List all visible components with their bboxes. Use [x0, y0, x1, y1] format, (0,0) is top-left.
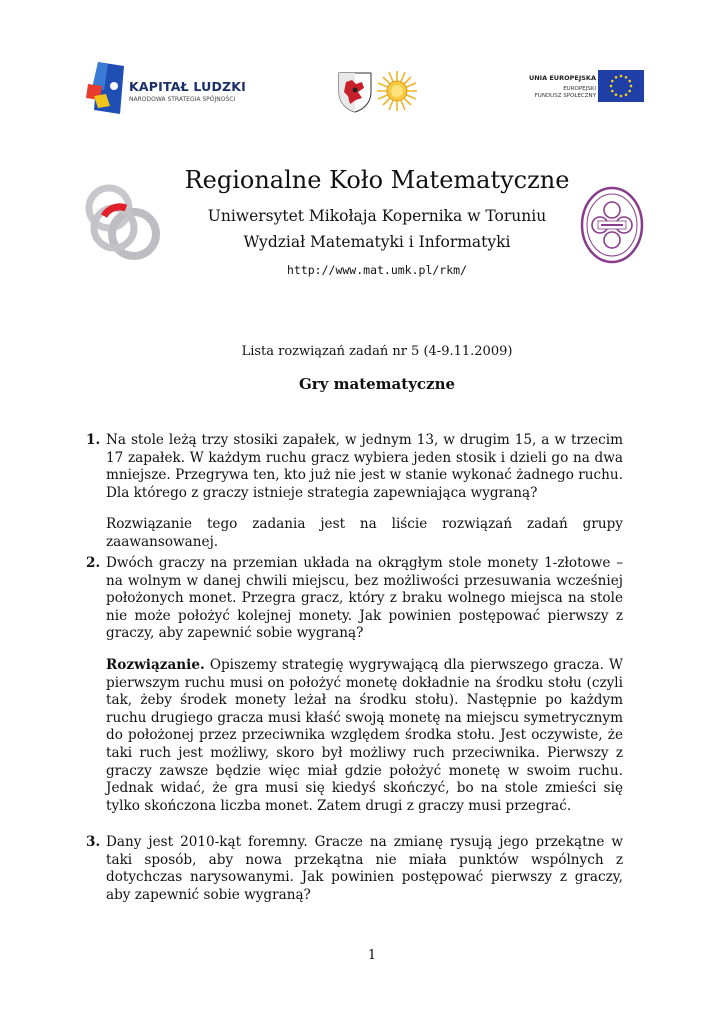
solution-text: Opiszemy strategię wygrywającą dla pierwszego gracza. W pierwszym ruchu musi on położyć monetę dokładnie na środku stołu (czyli tak, żeby środek monety leżał na środku stołu). Następnie po każdym ruchu drugiego gracza musi kłaść swoją monetę na miejscu symetrycznym do położonej przez przeciwnika względem środka stołu. Jest oczywiste, że taki ruch jest możliwy, skoro był możliwy ruch przeciwnika. Pierwszy z graczy zawsze będzie więc miał gdzie położyć monetę w swoim ruchu. Jednak widać, że gra musi się kiedyś skończyć, bo na stole zmieści się tylko skończona liczba monet. Zatem drugi z graczy musi przegrać.: [106, 656, 623, 814]
page-title: Regionalne Koło Matematyczne: [184, 166, 570, 194]
problem-number: 3.: [86, 834, 101, 850]
list-header: Lista rozwiązań zadań nr 5 (4-9.11.2009): [241, 344, 513, 359]
ue-subtitle: [535, 86, 596, 100]
department-name: Wydział Matematyki i Informatyki: [243, 233, 511, 251]
solution-label: Rozwiązanie.: [106, 656, 205, 673]
section-title: Gry matematyczne: [298, 375, 456, 393]
website-url: http://www.mat.umk.pl/rkm/: [286, 263, 467, 277]
page-number: 1: [367, 948, 377, 963]
problem-solution: [106, 657, 623, 815]
kapital-ludzki-logo: [84, 60, 254, 116]
ue-title: UNIA EUROPEJSKA: [528, 74, 596, 82]
umk-seal-icon: [580, 186, 644, 264]
university-name: Uniwersytet Mikołaja Kopernika w Toruniu: [207, 207, 547, 225]
ue-subtitle-line1: EUROPEJSKI: [563, 86, 596, 92]
eu-flag-icon: [598, 70, 644, 102]
problem-3: [86, 834, 623, 904]
sun-emblem-icon: [376, 70, 418, 112]
problem-2: [86, 555, 623, 815]
kapital-ludzki-title: KAPITAŁ LUDZKI: [129, 79, 247, 94]
problem-number: 1.: [86, 432, 101, 448]
problem-solution: Rozwiązanie tego zadania jest na liście rozwiązań zadań grupy zaawansowanej.: [106, 516, 623, 550]
problem-number: 2.: [86, 555, 101, 571]
problem-text: Na stole leżą trzy stosiki zapałek, w jednym 13, w drugim 15, a w trzecim 17 zapałek. W każdym ruchu gracz wybiera jeden stosik i dzieli go na dwa mniejsze. Przegrywa ten, kto już nie jest w stanie wykonać żadnego ruchu. Dla którego z graczy istnieje strategia zapewniająca wygraną?: [106, 432, 623, 501]
kapital-ludzki-emblem-icon: [84, 60, 128, 116]
ue-subtitle-line2: FUNDUSZ SPOŁECZNY: [534, 93, 596, 99]
problem-text: Dwóch graczy na przemian układa na okrągłym stole monety 1-złotowe – na wolnym w danej chwili miejscu, bez możliwości przesuwania wcześniej położonych monet. Przegra gracz, który z braku wolnego miejsca na stole nie może położyć kolejnej monety. Jak powinien postępować pierwszy z graczy, aby zapewnić sobie wygraną?: [106, 555, 623, 642]
problem-1: [86, 432, 623, 552]
problem-text: Dany jest 2010-kąt foremny. Gracze na zmianę rysują jego przekątne w taki sposób, aby nowa przekątna nie miała punktów wspólnych z dotychczas narysowanymi. Jak powinien postępować pierwszy z graczy, aby zapewnić sobie wygraną?: [106, 834, 623, 903]
kapital-ludzki-subtitle: NARODOWA STRATEGIA SPÓJNOŚCI: [129, 96, 236, 103]
unia-europejska-logo: [518, 70, 644, 108]
coat-of-arms-icon: [336, 70, 374, 114]
